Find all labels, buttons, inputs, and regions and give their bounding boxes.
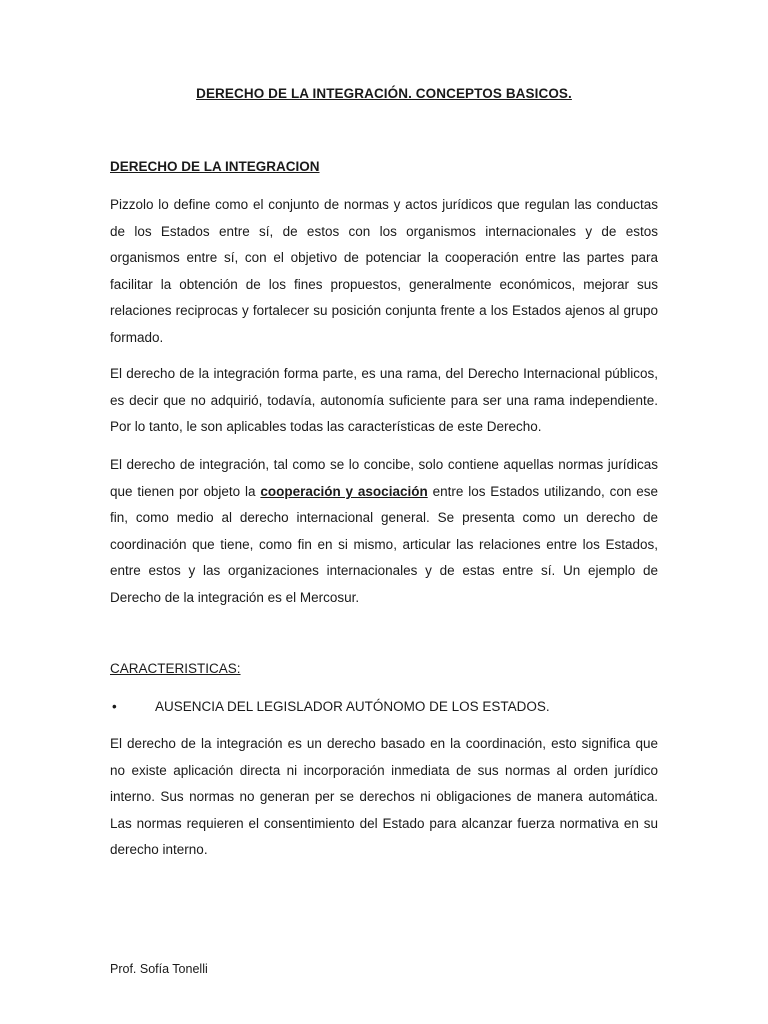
- paragraph-definition: Pizzolo lo define como el conjunto de normas y actos jurídicos que regulan las conductas de los Estados entre sí, de estos con los organismos internacionales y de estos organismos entre sí, con el objetivo de potenciar la cooperación entre las partes para facilitar la obtención de los fines propuestos, generalmente económicos, mejorar sus relaciones reciprocas y fortalecer su posición conjunta frente a los Estados ajenos al grupo formado.: [110, 197, 658, 345]
- bullet-icon: •: [112, 699, 117, 714]
- document-title: DERECHO DE LA INTEGRACIÓN. CONCEPTOS BASICOS.: [196, 86, 572, 101]
- bullet-text: AUSENCIA DEL LEGISLADOR AUTÓNOMO DE LOS ESTADOS.: [155, 699, 550, 714]
- paragraph-cooperacion-start: El derecho de integración, tal como se lo concibe, solo contiene aquellas normas jurídicas que tienen por objeto la: [110, 457, 658, 499]
- page-footer: Prof. Sofía Tonelli: [110, 962, 208, 976]
- paragraph-cooperacion: [110, 452, 658, 612]
- section-heading-caracteristicas: CARACTERISTICAS:: [110, 661, 241, 676]
- paragraph-coordinacion: El derecho de la integración es un derecho basado en la coordinación, esto significa que no existe aplicación directa ni incorporación inmediata de sus normas al orden jurídico interno. Sus normas no generan per se derechos ni obligaciones de manera automática. Las normas requieren el consentimiento del Estado para alcanzar fuerza normativa en su derecho interno.: [110, 736, 658, 858]
- paragraph-cooperacion-end: entre los Estados utilizando, con ese fin, como medio al derecho internacional general. Se presenta como un derecho de coordinación que tiene, como fin en si mismo, articular las relaciones entre los Estados, entre estos y las organizaciones internacionales y de estas entre sí. Un ejemplo de Derecho de la integración es el Mercosur.: [110, 483, 658, 605]
- section-heading-derecho: DERECHO DE LA INTEGRACION: [110, 159, 320, 174]
- emphasis-cooperacion: cooperación y asociación: [260, 483, 428, 499]
- paragraph-rama: El derecho de la integración forma parte, es una rama, del Derecho Internacional públicos, es decir que no adquirió, todavía, autonomía suficiente para ser una rama independiente. Por lo tanto, le son aplicables todas las características de este Derecho.: [110, 366, 658, 435]
